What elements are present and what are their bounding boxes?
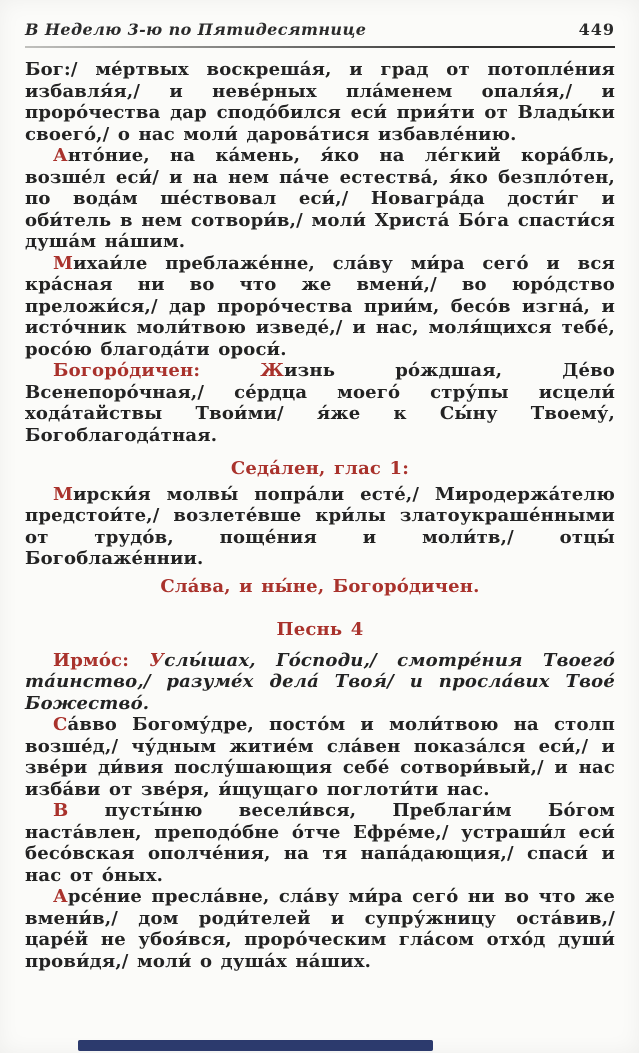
hymn-paragraph-arseny (25, 886, 615, 972)
hymn-text: а́вво Богому́дре, посто́м и моли́твою на столп возше́д,/ чу́дным житие́м сла́вен показа́лся еси́,/ и зве́ри ди́вия послу́шающия себе́ сотвори́вый,/ и нас изба́ви от зве́ря, и́щущаго поглоти́ти нас. (25, 714, 615, 800)
drop-initial: М (53, 483, 74, 505)
heading-sedalen: Седа́лен, глас 1: (230, 458, 410, 479)
rubric-label: Ирмо́с: (53, 649, 130, 671)
irmos-paragraph (25, 650, 615, 715)
hymn-text: пусты́ню весели́вся, Преблаги́м Бо́гом наста́влен, преподо́бне о́тче Ефре́ме,/ устраши́л еси́ бесо́вская ополче́ния, на тя напа́дающия,/ спаси́ и нас от о́ных. (25, 800, 615, 886)
hymn-text: ихаи́ле преблаже́нне, сла́ву ми́ра сего́ и вся кра́сная ни во что же вмени́,/ во юро́дство преложи́ся,/ дар проро́чества прии́м, бесо́в изгна́, и исто́чник моли́твою изведе́,/ и нас, моля́щихся тебе́, росо́ю благода́ти ороси́. (25, 252, 615, 360)
heading-pesn-4: Песнь 4 (276, 619, 364, 640)
drop-initial: Ж (260, 360, 285, 381)
page-header (25, 20, 615, 39)
page-number: 449 (578, 20, 615, 39)
drop-initial: А (53, 145, 68, 166)
bottom-bar (78, 1040, 433, 1051)
page-content (25, 20, 615, 972)
rubric-label: Богоро́дичен: (53, 360, 201, 381)
hymn-text: нто́ние, на ка́мень, я́ко на ле́гкий кора́бль, возше́л еси́/ и на нем па́че естества́, я́ко безпло́тен, по вода́м ше́ствовал еси́,/ Новагра́да дости́г и оби́тель в нем сотвори́в,/ моли́ Христа́ Бо́га спасти́ся душа́м на́шим. (25, 145, 615, 252)
hymn-text: ирски́я молвы́ попра́ли есте́,/ Миродержа́телю предстои́те,/ возлете́вше кри́лы златоукраше́нными от трудо́в, поще́ния и моли́тв,/ отцы́ Богоблаже́ннии. (25, 483, 615, 569)
hymn-paragraph-savva (25, 714, 615, 800)
hymn-paragraph-antony (25, 145, 615, 253)
bogorodichen-paragraph (25, 360, 615, 446)
sedalen-paragraph (25, 484, 615, 570)
hymn-text: рсе́ние пресла́вне, сла́ву ми́ра сего́ ни во что же вмени́в,/ дом роди́телей и супру́жницу оста́вив,/ царе́й не убоя́вся, проро́ческим гла́сом отхо́д души́ прови́дя,/ моли́ о душа́х на́ших. (25, 886, 615, 972)
heading-slava: Сла́ва, и ны́не, Богоро́дичен. (160, 575, 480, 597)
drop-initial: М (53, 252, 74, 274)
drop-initial: В (53, 800, 69, 821)
header-rule (25, 46, 615, 48)
running-title: В Неделю 3-ю по Пятидесятнице (25, 20, 367, 39)
hymn-paragraph-michael (25, 253, 615, 361)
hymn-paragraph-ephraim (25, 800, 615, 886)
drop-initial: А (53, 886, 68, 907)
drop-initial: У (149, 649, 165, 671)
text-block (25, 59, 615, 972)
hymn-paragraph-continuation (25, 59, 615, 145)
hymn-text: слы́шах, Го́споди,/ смотре́ния Твоего́ та́инство,/ разуме́х дела́ Твоя́/ и просла́вих Твое́ Божество́. (25, 649, 615, 714)
hymn-text: изнь ро́ждшая, Де́во Всенепоро́чная,/ се́рдца моего́ стру́пы исцели́ хода́тайствы Твои́ми/ я́же к Сы́ну Твоему́, Богоблагода́тная. (25, 360, 616, 446)
hymn-text: Бог:/ ме́ртвых воскреша́я, и град от потопле́ния избавля́я,/ и неве́рных пла́менем опаля́я,/ и проро́чества дар сподо́бился еси́ прия́ти от Влады́ки своего́,/ о нас моли́ дарова́тися избавле́нию. (25, 59, 615, 145)
drop-initial: С (53, 714, 68, 735)
